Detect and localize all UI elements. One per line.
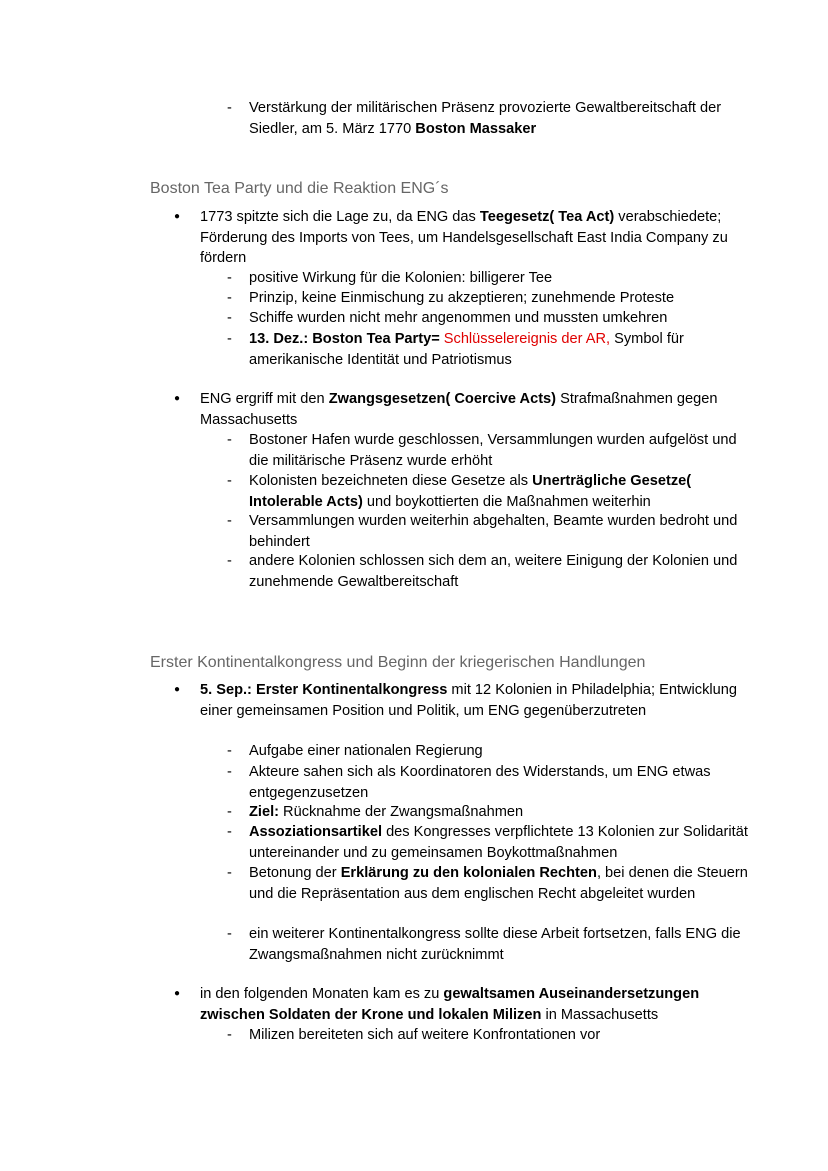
item-bold-text: Boston Massaker: [415, 120, 537, 137]
item-text: Rücknahme der Zwangsmaßnahmen: [279, 804, 524, 820]
item-text: mit 12 Kolonien in Philadelphia; Entwicklung einer gemeinsamen Position und Politik, um ENG gegenüberzutreten: [200, 682, 737, 719]
list-item: [249, 822, 749, 863]
bullet-item: [200, 984, 740, 1025]
list-item: - Bostoner Hafen wurde geschlossen, Versammlungen wurden aufgelöst und die militärische Präsenz wurde erhöht: [249, 430, 749, 471]
item-bold-text: gewaltsamen Auseinandersetzungen zwischen Soldaten der Krone und lokalen Milizen: [200, 986, 700, 1023]
list-item: [249, 329, 749, 370]
list-item: - Milizen bereiteten sich auf weitere Konfrontationen vor: [249, 1025, 749, 1046]
list-item: - positive Wirkung für die Kolonien: billigerer Tee: [249, 268, 749, 289]
item-text: Strafmaßnahmen gegen Massachusetts: [200, 391, 718, 428]
bullet-item: [200, 680, 740, 721]
bullet-item: [200, 389, 740, 430]
item-text: in Massachusetts: [541, 1006, 659, 1023]
item-text: in den folgenden Monaten kam es zu: [200, 986, 444, 1002]
item-text: Symbol für amerikanische Identität und Patriotismus: [249, 331, 684, 368]
list-item: - Aufgabe einer nationalen Regierung: [249, 741, 749, 762]
list-item: - Prinzip, keine Einmischung zu akzeptieren; zunehmende Proteste: [249, 288, 749, 309]
item-text: des Kongresses verpflichtete 13 Kolonien zur Solidarität untereinander und zu gemeinsamen Boykottmaßnahmen: [249, 824, 748, 861]
item-bold-text: 5. Sep.: Erster Kontinentalkongress: [200, 682, 448, 698]
list-item: [249, 98, 749, 139]
item-text: und boykottierten die Maßnahmen weiterhin: [362, 493, 651, 510]
item-text: ENG ergriff mit den: [200, 391, 329, 407]
list-item: [249, 863, 749, 904]
item-highlight-text: Schlüsselereignis der AR,: [439, 331, 611, 347]
item-bold-text: Assoziationsartikel: [249, 824, 383, 840]
list-item: - Versammlungen wurden weiterhin abgehalten, Beamte wurden bedroht und behindert: [249, 511, 749, 552]
item-text: , bei denen die Steuern und die Repräsentation aus dem englischen Recht abgeleitet wurden: [249, 865, 748, 902]
section-heading: Erster Kontinentalkongress und Beginn der kriegerischen Handlungen: [150, 654, 646, 671]
item-text: 1773 spitzte sich die Lage zu, da ENG das: [200, 209, 480, 225]
item-bold-text: Unerträgliche Gesetze( Intolerable Acts): [249, 473, 692, 510]
item-text: Betonung der: [249, 865, 341, 881]
item-text: Kolonisten bezeichneten diese Gesetze als: [249, 473, 533, 489]
list-item: - andere Kolonien schlossen sich dem an, weitere Einigung der Kolonien und zunehmende Gewaltbereitschaft: [249, 551, 749, 592]
item-bold-text: Teegesetz( Tea Act): [479, 209, 615, 225]
list-item: [249, 802, 749, 823]
item-bold-text: Erklärung zu den kolonialen Rechten: [340, 865, 597, 881]
item-bold-text: Zwangsgesetzen( Coercive Acts): [328, 391, 557, 407]
list-item: - ein weiterer Kontinentalkongress sollte diese Arbeit fortsetzen, falls ENG die Zwangsmaßnahmen nicht zurücknimmt: [249, 924, 749, 965]
bullet-item: [200, 207, 740, 269]
list-item: [249, 471, 749, 512]
list-item: - Schiffe wurden nicht mehr angenommen und mussten umkehren: [249, 308, 749, 329]
list-item: - Akteure sahen sich als Koordinatoren des Widerstands, um ENG etwas entgegenzusetzen: [249, 762, 749, 803]
item-text: verabschiedete; Förderung des Imports von Tees, um Handelsgesellschaft East India Company zu fördern: [200, 209, 728, 266]
item-bold-text: 13. Dez.: Boston Tea Party=: [249, 331, 440, 347]
item-bold-text: Ziel:: [249, 804, 279, 820]
section-heading: Boston Tea Party und die Reaktion ENG´s: [150, 180, 449, 197]
item-text: Verstärkung der militärischen Präsenz provozierte Gewaltbereitschaft der Siedler, am 5. März 1770: [249, 100, 722, 137]
